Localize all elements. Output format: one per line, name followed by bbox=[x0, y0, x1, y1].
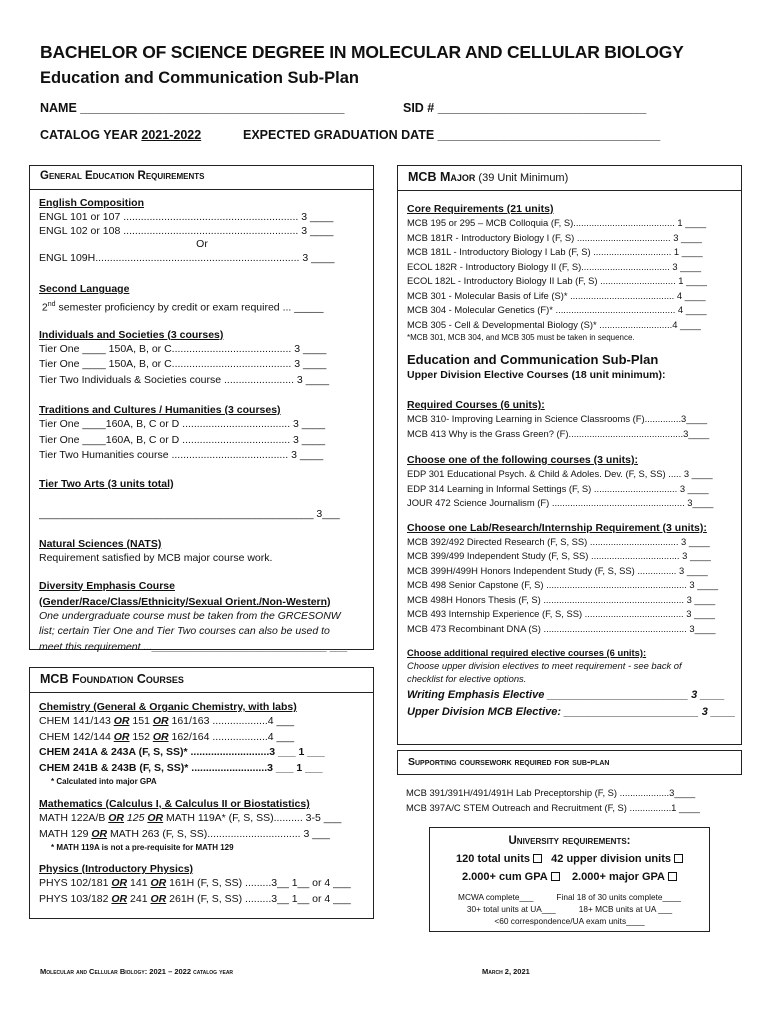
core-line-5: ECOL 182L - Introductory Biology II Lab (F, S) ............................. 1 ____ bbox=[407, 275, 707, 286]
foundation-heading: MCB Foundation Courses bbox=[40, 672, 184, 686]
chem-title: Chemistry (General & Organic Chemistry, with labs) bbox=[39, 701, 297, 713]
chem-line-1: CHEM 141/143 OR 151 OR 161/163 ...................4 ___ bbox=[39, 715, 295, 727]
arts-title: Tier Two Arts (3 units total) bbox=[39, 477, 174, 490]
university-small-2: 30+ total units at UA___ 18+ MCB units at UA ___ bbox=[466, 904, 673, 914]
catalog-year bbox=[40, 128, 201, 142]
diversity-title-1: Diversity Emphasis Course bbox=[39, 579, 175, 592]
university-small-3: <60 correspondence/UA exam units____ bbox=[494, 916, 645, 926]
math-line-1: MATH 122A/B OR 125 OR MATH 119A* (F, S, SS).......... 3-5 ___ bbox=[39, 812, 342, 824]
university-line-2 bbox=[430, 871, 709, 883]
cum-gpa-checkbox[interactable] bbox=[551, 872, 560, 881]
physics-title: Physics (Introductory Physics) bbox=[39, 863, 194, 875]
individuals-line-1: Tier One ____ 150A, B, or C......................................... 3 ____ bbox=[39, 342, 327, 355]
language-title: Second Language bbox=[39, 283, 130, 295]
supporting-content bbox=[406, 786, 736, 815]
additional-title: Choose additional required elective courses (6 units): bbox=[407, 647, 647, 658]
core-line-8: MCB 305 - Cell & Developmental Biology (S)* ............................4 ____ bbox=[407, 318, 701, 330]
total-units-checkbox[interactable] bbox=[533, 854, 542, 863]
core-note: *MCB 301, MCB 304, and MCB 305 must be taken in sequence. bbox=[407, 333, 635, 342]
traditions-line-3: Tier Two Humanities course ........................................ 3 ____ bbox=[39, 449, 324, 461]
footer-left: Molecular and Cellular Biology: 2021 – 2022 catalog year bbox=[40, 967, 234, 976]
language-ordinal: 2 bbox=[41, 301, 48, 313]
lab-line-3: MCB 399H/499H Honors Independent Study (F, S, SS) ............... 3 ____ bbox=[407, 564, 708, 576]
diversity-line-1: One undergraduate course must be taken from the GRCESONW bbox=[39, 609, 341, 622]
cum-gpa-label: 2.000+ cum GPA bbox=[462, 871, 548, 883]
catalog-year-value: 2021-2022 bbox=[141, 128, 202, 142]
supporting-line-2: MCB 397A/C STEM Outreach and Recruitment (F, S) ................1 ____ bbox=[406, 801, 700, 813]
degree-title: BACHELOR OF SCIENCE DEGREE IN MOLECULAR AND CELLULAR BIOLOGY bbox=[40, 42, 684, 62]
major-heading-sub: (39 Unit Minimum) bbox=[475, 172, 569, 184]
choose-one-line-2: EDP 314 Learning in Informal Settings (F, S) ................................ 3 ____ bbox=[407, 482, 709, 494]
physics-line-2: PHYS 103/182 OR 241 OR 261H (F, S, SS) .........3__ 1__ or 4 ___ bbox=[39, 892, 351, 905]
supporting-line-1: MCB 391/391H/491/491H Lab Preceptorship (F, S) ...................3____ bbox=[406, 787, 696, 798]
english-line-2: ENGL 102 or 108 ............................................................ 3 ____ bbox=[39, 225, 334, 237]
university-requirements-box bbox=[429, 827, 710, 932]
core-line-2: MCB 181R - Introductory Biology I (F, S) .................................... 3 ____ bbox=[407, 231, 702, 243]
university-heading: University requirements: bbox=[508, 835, 631, 847]
upper-division-label: 42 upper division units bbox=[551, 853, 671, 865]
subplan-title: Education and Communication Sub-Plan bbox=[40, 69, 360, 87]
gen-ed-heading: General Education Requirements bbox=[40, 170, 205, 182]
major-heading-line bbox=[408, 170, 568, 184]
major-heading: MCB Major bbox=[408, 170, 476, 184]
subplan-subheading: Upper Division Elective Courses (18 unit minimum): bbox=[407, 369, 666, 381]
diversity-title-2: (Gender/Race/Class/Ethnicity/Sexual Orient./Non-Western) bbox=[39, 595, 331, 608]
university-small-1: MCWA complete___ Final 18 of 30 units complete____ bbox=[458, 892, 681, 902]
lab-title: Choose one Lab/Research/Internship Requirement (3 units): bbox=[407, 521, 707, 534]
lab-line-5: MCB 498H Honors Thesis (F, S) ...................................................... 3 ____ bbox=[407, 593, 716, 605]
arts-line: _______________________________________________ 3___ bbox=[39, 507, 340, 520]
core-line-1: MCB 195 or 295 – MCB Colloquia (F, S)....................................... 1 ____ bbox=[407, 217, 707, 228]
university-line-1 bbox=[430, 853, 709, 865]
english-line-1: ENGL 101 or 107 ............................................................ 3 ____ bbox=[39, 211, 334, 223]
major-gpa-checkbox[interactable] bbox=[668, 872, 677, 881]
major-content bbox=[407, 202, 737, 721]
core-line-6: MCB 301 - Molecular Basis of Life (S)* ........................................ 4 ____ bbox=[407, 289, 706, 301]
individuals-line-2: Tier One ____ 150A, B, or C......................................... 3 ____ bbox=[39, 358, 327, 370]
individuals-line-3: Tier Two Individuals & Societies course ........................ 3 ____ bbox=[39, 373, 330, 386]
diversity-line-2: list; certain Tier One and Tier Two courses can also be used to bbox=[39, 625, 330, 637]
core-line-4: ECOL 182R - Introductory Biology II (F, S).................................. 3 ____ bbox=[407, 260, 702, 272]
mcb-major-box bbox=[397, 165, 742, 745]
foundation-content bbox=[39, 700, 369, 907]
gen-ed-header-bar bbox=[30, 166, 373, 190]
choose-one-line-1: EDP 301 Educational Psych. & Child & Adoles. Dev. (F, S, SS) ..... 3 ____ bbox=[407, 468, 713, 479]
required-line-1: MCB 310- Improving Learning in Science Classrooms (F)..............3____ bbox=[407, 413, 708, 424]
upper-division-checkbox[interactable] bbox=[674, 854, 683, 863]
core-line-7: MCB 304 - Molecular Genetics (F)* .............................................. 4 ____ bbox=[407, 304, 707, 315]
name-field[interactable]: NAME ______________________________________ bbox=[40, 101, 345, 115]
general-education-box bbox=[29, 165, 374, 653]
additional-desc-1: Choose upper division electives to meet requirement - see back of bbox=[407, 660, 682, 671]
major-gpa-label: 2.000+ major GPA bbox=[571, 871, 665, 883]
major-header-bar bbox=[398, 166, 741, 191]
nats-title: Natural Sciences (NATS) bbox=[39, 538, 162, 550]
writing-emphasis-elective[interactable]: Writing Emphasis Elective _______________________ 3 ____ bbox=[407, 689, 725, 701]
math-line-2: MATH 129 OR MATH 263 (F, S, SS)................................ 3 ___ bbox=[39, 827, 330, 840]
chem-line-3: CHEM 241A & 243A (F, S, SS)* ...........................3 ___ 1 ___ bbox=[39, 746, 325, 758]
chem-line-4: CHEM 241B & 243B (F, S, SS)* ..........................3 ___ 1 ___ bbox=[39, 761, 323, 774]
lab-line-7: MCB 473 Recombinant DNA (S) ....................................................... 3____ bbox=[407, 622, 716, 634]
supporting-heading: Supporting coursework required for sub-plan bbox=[408, 756, 610, 768]
foundation-header-bar bbox=[30, 668, 373, 693]
chem-line-2: CHEM 142/144 OR 152 OR 162/164 ...................4 ___ bbox=[39, 730, 295, 743]
footer-right: March 2, 2021 bbox=[482, 967, 530, 976]
math-note: * MATH 119A is not a pre-requisite for MATH 129 bbox=[51, 843, 234, 852]
additional-desc-2: checklist for elective options. bbox=[407, 673, 527, 684]
english-title: English Composition bbox=[39, 197, 144, 209]
language-text: semester proficiency by credit or exam required ... _____ bbox=[55, 301, 324, 313]
catalog-year-label: CATALOG YEAR bbox=[40, 128, 142, 142]
core-line-3: MCB 181L - Introductory Biology I Lab (F, S) .............................. 1 ____ bbox=[407, 246, 703, 257]
choose-one-line-3: JOUR 472 Science Journalism (F) ................................................... 3____ bbox=[407, 497, 714, 508]
math-title: Mathematics (Calculus I, & Calculus II or Biostatistics) bbox=[39, 798, 310, 810]
diversity-line-3: meet this requirement ...______________________________ ___ bbox=[39, 640, 348, 653]
subplan-heading: Education and Communication Sub-Plan bbox=[407, 352, 659, 367]
lab-line-6: MCB 493 Internship Experience (F, S, SS) ...................................... 3 ____ bbox=[407, 608, 715, 619]
lab-line-4: MCB 498 Senior Capstone (F, S) ...................................................... 3 ____ bbox=[407, 579, 719, 590]
traditions-line-1: Tier One ____160A, B, C or D ..................................... 3 ____ bbox=[39, 418, 326, 430]
graduation-date-field[interactable]: EXPECTED GRADUATION DATE ________________________________ bbox=[243, 128, 661, 142]
individuals-title: Individuals and Societies (3 courses) bbox=[39, 328, 224, 341]
lab-line-1: MCB 392/492 Directed Research (F, S, SS) .................................. 3 ____ bbox=[407, 535, 710, 547]
lab-line-2: MCB 399/499 Independent Study (F, S, SS) .................................. 3 ____ bbox=[407, 550, 711, 561]
sid-field[interactable]: SID # ______________________________ bbox=[403, 101, 647, 115]
required-title: Required Courses (6 units): bbox=[407, 399, 545, 411]
gen-ed-content bbox=[39, 197, 365, 655]
language-line bbox=[39, 297, 365, 313]
language-ordinal-suffix: nd bbox=[47, 301, 56, 308]
physics-line-1: PHYS 102/181 OR 141 OR 161H (F, S, SS) .........3__ 1__ or 4 ___ bbox=[39, 877, 351, 889]
english-alt: ENGL 109H...................................................................... 3 ____ bbox=[39, 252, 335, 264]
supporting-heading-box bbox=[397, 750, 742, 775]
chem-note: * Calculated into major GPA bbox=[51, 777, 157, 786]
university-small-text bbox=[430, 891, 709, 927]
nats-line: Requirement satisfied by MCB major course work. bbox=[39, 552, 273, 564]
traditions-line-2: Tier One ____160A, B, C or D ..................................... 3 ____ bbox=[39, 433, 326, 446]
core-title: Core Requirements (21 units) bbox=[407, 203, 554, 215]
english-or: Or bbox=[196, 238, 208, 250]
total-units-label: 120 total units bbox=[456, 853, 530, 865]
choose-one-title: Choose one of the following courses (3 units): bbox=[407, 454, 639, 466]
mcb-foundation-box bbox=[29, 667, 374, 919]
upper-division-elective[interactable]: Upper Division MCB Elective: ______________________ 3 ____ bbox=[407, 706, 736, 718]
required-line-2: MCB 413 Why is the Grass Green? (F)............................................3____ bbox=[407, 427, 710, 439]
traditions-title: Traditions and Cultures / Humanities (3 courses) bbox=[39, 404, 281, 416]
